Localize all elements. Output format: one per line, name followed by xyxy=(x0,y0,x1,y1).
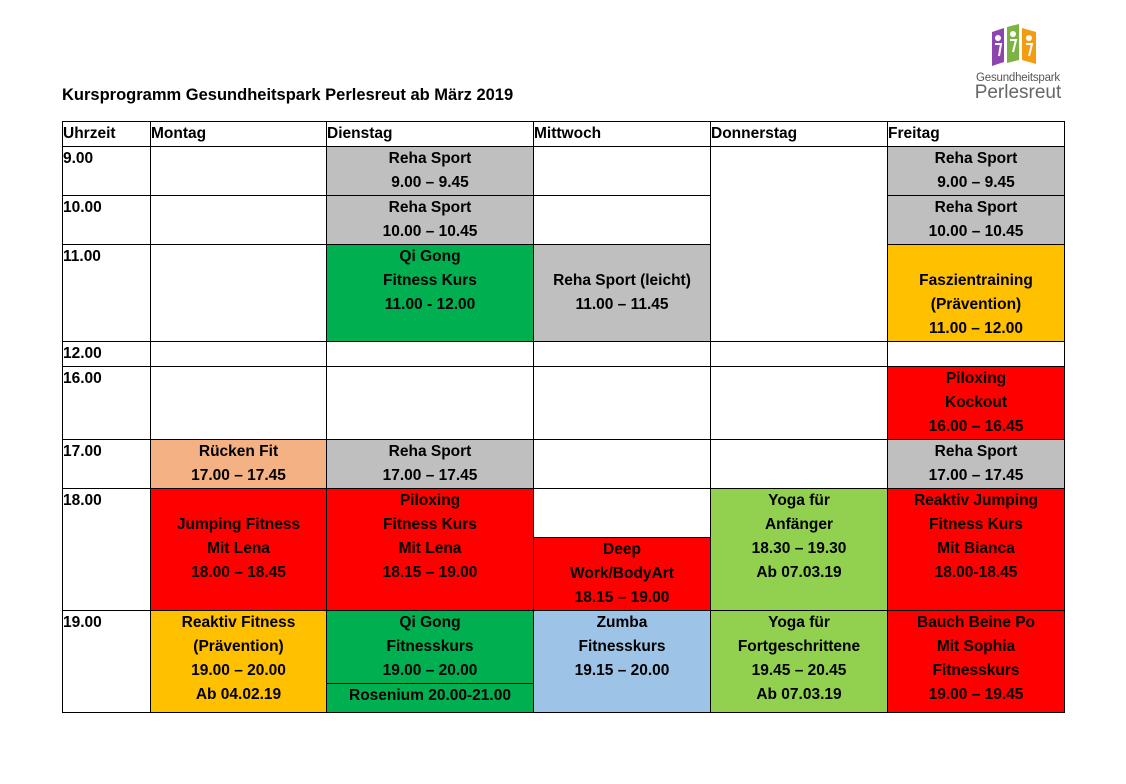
time-1000: 10.00 xyxy=(63,196,151,245)
course-text: 19.15 – 20.00 xyxy=(574,662,670,679)
course-text: Jumping Fitness xyxy=(176,516,301,533)
course-text: Yoga für xyxy=(768,614,830,631)
course-cell xyxy=(711,489,888,611)
course-text: Reha Sport xyxy=(934,443,1018,460)
course-text: Reaktiv Jumping xyxy=(913,492,1039,509)
cell-empty xyxy=(327,367,534,440)
course-text: 9.00 – 9.45 xyxy=(391,174,469,191)
cell-empty xyxy=(534,196,711,245)
course-text: Piloxing xyxy=(399,492,461,509)
cell-empty xyxy=(327,342,534,367)
cell-empty xyxy=(151,245,327,342)
cell-empty xyxy=(534,342,711,367)
course-text: Reha Sport xyxy=(388,150,472,167)
cell-empty xyxy=(888,342,1065,367)
course-text: Fitnesskurs xyxy=(578,638,666,655)
course-text: Reha Sport xyxy=(934,199,1018,216)
row-1900 xyxy=(63,611,1065,713)
course-text: 18.30 – 19.30 xyxy=(751,540,847,557)
course-text: Qi Gong xyxy=(399,614,461,631)
course-text: Fitnesskurs xyxy=(386,638,474,655)
course-text: Mit Bianca xyxy=(937,540,1015,557)
time-1900: 19.00 xyxy=(63,611,151,713)
course-text: 18.00 – 18.45 xyxy=(191,564,286,581)
row-0900 xyxy=(63,147,1065,196)
header-donnerstag: Donnerstag xyxy=(711,122,888,147)
course-cell xyxy=(888,611,1065,713)
header-mittwoch: Mittwoch xyxy=(534,122,711,147)
cell-empty xyxy=(711,147,888,342)
course-text: Bauch Beine Po xyxy=(917,614,1035,631)
course-text: Deep xyxy=(603,541,641,558)
course-text: Anfänger xyxy=(764,516,834,533)
cell-empty xyxy=(151,196,327,245)
time-1600: 16.00 xyxy=(63,367,151,440)
cell-empty xyxy=(534,440,711,489)
page-title: Kursprogramm Gesundheitspark Perlesreut ab März 2019 xyxy=(62,86,514,104)
header-freitag: Freitag xyxy=(888,122,1065,147)
course-cell xyxy=(534,611,711,713)
course-text: 9.00 – 9.45 xyxy=(937,174,1015,191)
cell-empty xyxy=(711,342,888,367)
course-text: 19.00 – 19.45 xyxy=(928,686,1024,703)
course-text: Work/BodyArt xyxy=(570,565,674,582)
course-cell xyxy=(327,147,534,196)
course-cell xyxy=(888,440,1065,489)
cell-empty xyxy=(534,147,711,196)
row-1800 xyxy=(63,489,1065,611)
course-text: Reha Sport (leicht) xyxy=(553,272,691,289)
course-text: Kockout xyxy=(945,394,1007,411)
cell-empty xyxy=(151,342,327,367)
course-block xyxy=(534,537,710,610)
course-text: 19.45 – 20.45 xyxy=(751,662,847,679)
course-cell xyxy=(888,147,1065,196)
row-1000 xyxy=(63,196,1065,245)
course-text: Reaktiv Fitness xyxy=(181,614,296,631)
header-row xyxy=(63,122,1065,147)
row-1700 xyxy=(63,440,1065,489)
course-cell xyxy=(327,196,534,245)
row-1600 xyxy=(63,367,1065,440)
time-1100: 11.00 xyxy=(63,245,151,342)
course-text: 16.00 – 16.45 xyxy=(928,418,1024,435)
course-text: Mit Sophia xyxy=(936,638,1016,655)
header-uhrzeit: Uhrzeit xyxy=(63,122,151,147)
course-text: 18.15 – 19.00 xyxy=(574,589,670,606)
cell-empty xyxy=(711,367,888,440)
course-cell xyxy=(327,245,534,342)
course-text: Mit Lena xyxy=(207,540,270,557)
course-text: Fitness Kurs xyxy=(383,516,477,533)
course-text: 19.00 – 20.00 xyxy=(191,662,286,679)
course-cell xyxy=(327,489,534,611)
cell-empty-part xyxy=(534,489,710,537)
course-cell xyxy=(711,611,888,713)
course-cell xyxy=(327,611,534,713)
course-cell xyxy=(534,489,711,611)
course-text: 18.15 – 19.00 xyxy=(382,564,478,581)
course-block xyxy=(327,683,533,712)
logo-text-bottom: Perlesreut xyxy=(974,82,1062,103)
course-cell xyxy=(151,611,327,713)
course-text: Reha Sport xyxy=(934,150,1018,167)
course-text: 18.00-18.45 xyxy=(934,564,1018,581)
course-text: Qi Gong xyxy=(399,248,461,265)
course-schedule-table xyxy=(62,121,1065,713)
time-0900: 9.00 xyxy=(63,147,151,196)
cell-empty xyxy=(534,367,711,440)
course-text: (Prävention) xyxy=(193,638,284,655)
logo-text-top: Gesundheitspark xyxy=(976,72,1060,84)
course-text: Zumba xyxy=(596,614,648,631)
row-1200 xyxy=(63,342,1065,367)
course-cell xyxy=(888,196,1065,245)
cell-empty xyxy=(711,440,888,489)
course-text: 10.00 – 10.45 xyxy=(928,223,1024,240)
course-text: Fitness Kurs xyxy=(929,516,1023,533)
cell-empty xyxy=(151,147,327,196)
course-text: Fitnesskurs xyxy=(932,662,1020,679)
course-text: Rosenium 20.00-21.00 xyxy=(349,687,511,704)
header-dienstag: Dienstag xyxy=(327,122,534,147)
course-text: Fitness Kurs xyxy=(383,272,477,289)
course-cell xyxy=(888,245,1065,342)
logo-figures-icon xyxy=(986,22,1050,68)
course-text: 19.00 – 20.00 xyxy=(382,662,478,679)
course-cell xyxy=(151,440,327,489)
time-1800: 18.00 xyxy=(63,489,151,611)
course-cell xyxy=(888,367,1065,440)
course-text: Yoga für xyxy=(768,492,830,509)
course-text: 17.00 – 17.45 xyxy=(191,467,286,484)
course-text: Ab 07.03.19 xyxy=(756,686,842,703)
course-text: 11.00 - 12.00 xyxy=(384,296,476,313)
course-text: 17.00 – 17.45 xyxy=(382,467,478,484)
course-text: Fortgeschrittene xyxy=(737,638,861,655)
course-text: Reha Sport xyxy=(388,199,472,216)
gesundheitspark-logo xyxy=(972,22,1064,104)
course-text: Mit Lena xyxy=(398,540,462,557)
course-text: Ab 04.02.19 xyxy=(195,686,282,703)
course-cell xyxy=(888,489,1065,611)
course-text: Rücken Fit xyxy=(198,443,279,460)
course-text: 11.00 – 11.45 xyxy=(575,296,669,313)
course-text: Piloxing xyxy=(945,370,1007,387)
header-montag: Montag xyxy=(151,122,327,147)
course-text: 11.00 – 12.00 xyxy=(929,320,1023,337)
course-block xyxy=(327,611,533,683)
course-text: (Prävention) xyxy=(930,296,1022,313)
course-text: 10.00 – 10.45 xyxy=(382,223,478,240)
course-text: Reha Sport xyxy=(388,443,472,460)
course-cell xyxy=(327,440,534,489)
course-text: Faszientraining xyxy=(919,272,1033,289)
row-1100 xyxy=(63,245,1065,342)
time-1200: 12.00 xyxy=(63,342,151,367)
course-text: 17.00 – 17.45 xyxy=(928,467,1024,484)
course-text: Ab 07.03.19 xyxy=(756,564,842,581)
time-1700: 17.00 xyxy=(63,440,151,489)
course-cell xyxy=(151,489,327,611)
cell-empty xyxy=(151,367,327,440)
course-cell xyxy=(534,245,711,342)
